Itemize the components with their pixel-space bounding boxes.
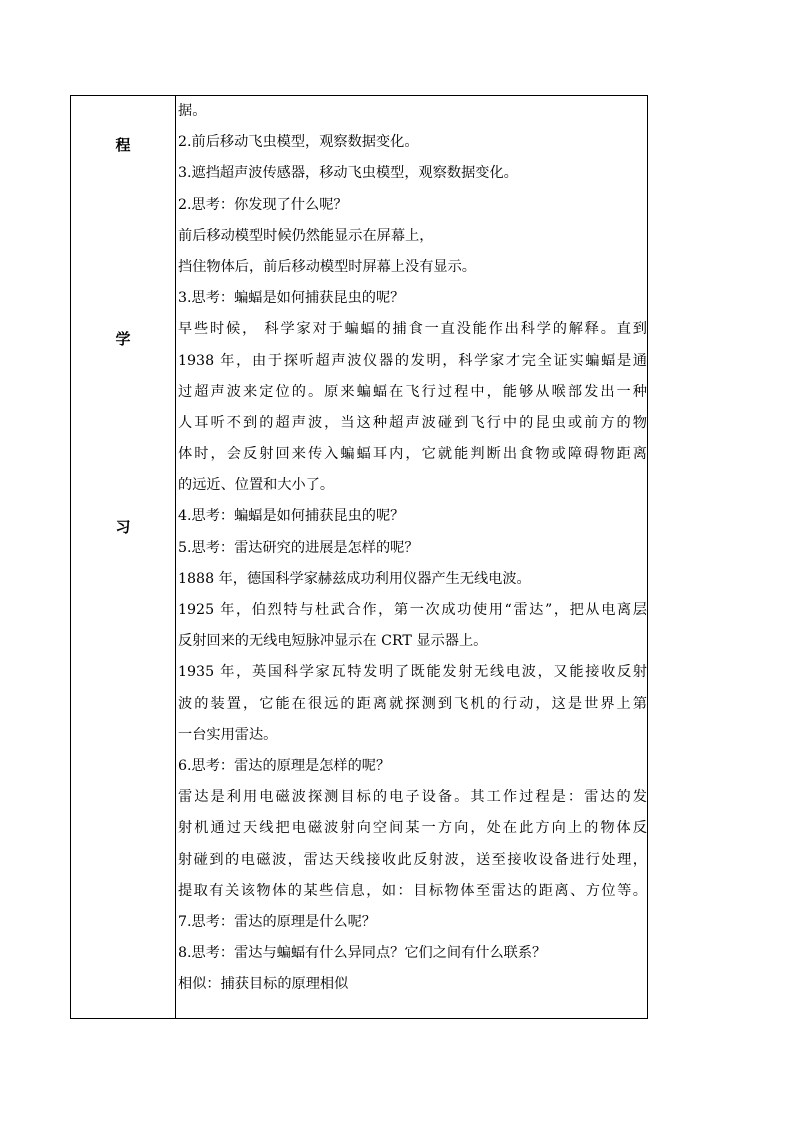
text-line: 3.遮挡超声波传感器，移动飞虫模型，观察数据变化。 — [178, 165, 518, 182]
side-label-cheng: 程 — [115, 136, 131, 154]
text-line: 相似：捕获目标的原理相似 — [178, 976, 349, 993]
text-line: 过超声波来定位的。原来蝙蝠在飞行过程中，能够从喉部发出一种 — [178, 383, 647, 400]
text-line: 反射回来的无线电短脉冲显示在 CRT 显示器上。 — [178, 633, 488, 650]
text-line: 4.思考：蝙蝠是如何捕获昆虫的呢？ — [178, 508, 405, 525]
text-line: 5.思考：雷达研究的进展是怎样的呢？ — [178, 539, 419, 556]
text-line: 射机通过天线把电磁波射向空间某一方向，处在此方向上的物体反 — [178, 820, 647, 837]
text-line: 前后移动模型时候仍然能显示在屏幕上， — [178, 227, 434, 244]
text-line: 挡住物体后，前后移动模型时屏幕上没有显示。 — [178, 258, 476, 275]
text-line: 1888 年，德国科学家赫兹成功利用仪器产生无线电波。 — [178, 570, 531, 587]
text-line: 雷达是利用电磁波探测目标的电子设备。其工作过程是：雷达的发 — [178, 789, 647, 806]
content-column — [177, 96, 647, 1000]
text-line: 3.思考：蝙蝠是如何捕获昆虫的呢？ — [178, 290, 405, 307]
text-line: 1935 年，英国科学家瓦特发明了既能发射无线电波，又能接收反射 — [178, 664, 647, 681]
text-line: 据。 — [178, 103, 207, 119]
text-line: 1938 年，由于探听超声波仪器的发明，科学家才完全证实蝙蝠是通 — [178, 352, 647, 369]
text-line: 2.思考：你发现了什么呢？ — [178, 196, 348, 213]
column-divider — [175, 96, 176, 1018]
text-line: 2.前后移动飞虫模型，观察数据变化。 — [178, 134, 419, 151]
text-line: 8.思考：雷达与蝙蝠有什么异同点？它们之间有什么联系？ — [178, 945, 547, 962]
lesson-table — [70, 95, 648, 1019]
text-line: 1925 年，伯烈特与杜武合作，第一次成功使用“雷达”，把从电离层 — [178, 602, 647, 618]
text-line: 6.思考：雷达的原理是怎样的呢？ — [178, 757, 391, 774]
text-line: 波的装置，它能在很远的距离就探测到飞机的行动，这是世界上第 — [178, 695, 647, 712]
text-line: 7.思考：雷达的原理是什么呢？ — [178, 913, 376, 930]
text-line: 射碰到的电磁波，雷达天线接收此反射波，送至接收设备进行处理， — [178, 851, 647, 868]
side-label-xue: 学 — [115, 330, 131, 348]
text-line: 体时，会反射回来传入蝙蝠耳内，它就能判断出食物或障碍物距离 — [178, 446, 647, 463]
side-label-xi: 习 — [115, 518, 131, 536]
text-line: 人耳听不到的超声波，当这种超声波碰到飞行中的昆虫或前方的物 — [178, 414, 647, 431]
text-line: 早些时候， 科学家对于蝙蝠的捕食一直没能作出科学的解释。直到 — [178, 321, 647, 338]
text-line: 提取有关该物体的某些信息，如：目标物体至雷达的距离、方位等。 — [178, 882, 647, 899]
text-line: 的远近、位置和大小了。 — [178, 477, 335, 494]
text-line: 一台实用雷达。 — [178, 726, 278, 743]
